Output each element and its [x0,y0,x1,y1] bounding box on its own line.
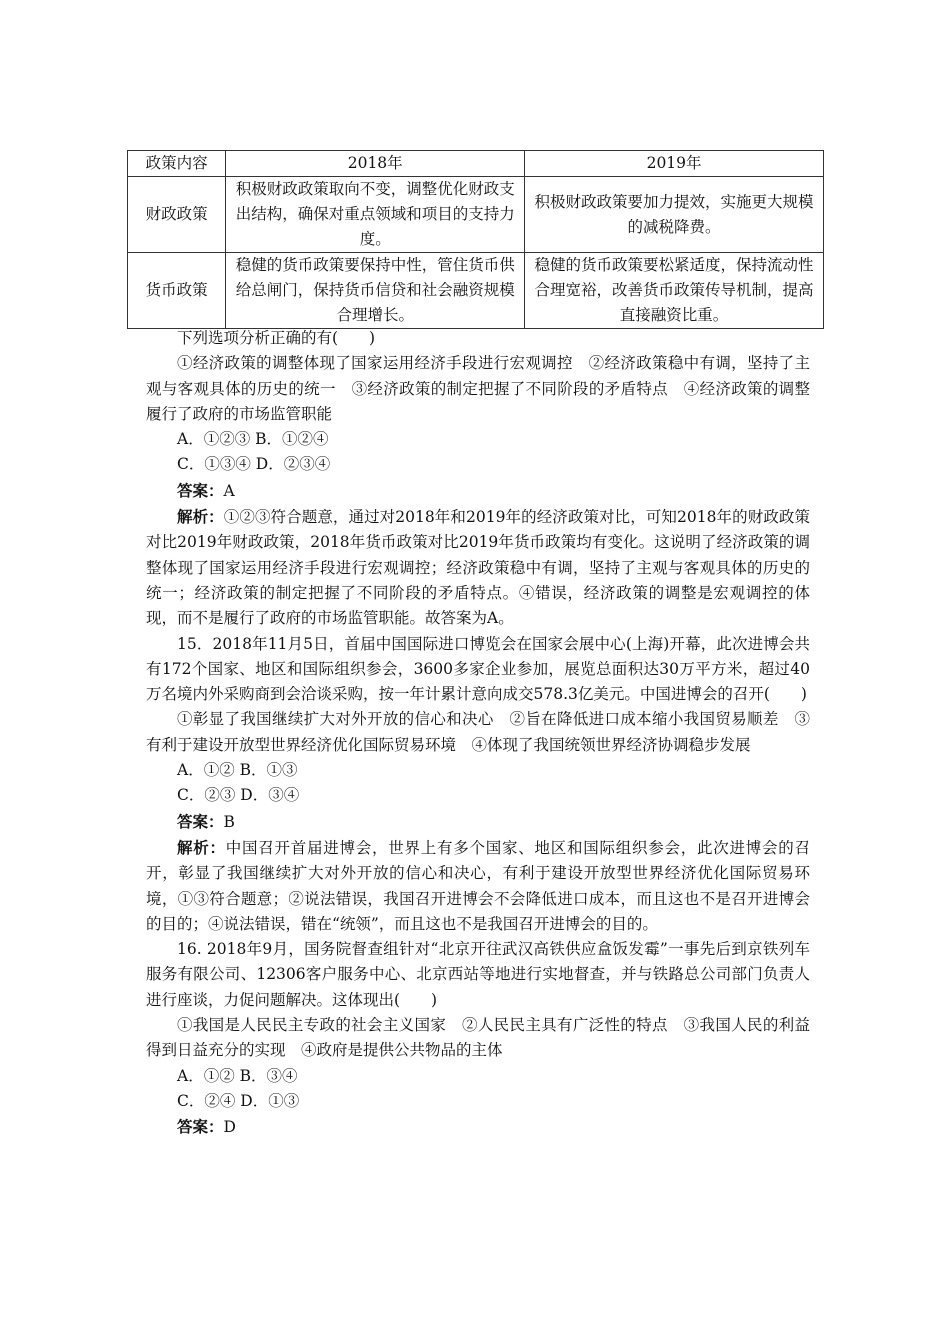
question-options: A．①② B．③④ [177,1066,298,1085]
question-statements: ①我国是人民民主专政的社会主义国家 ②人民民主具有广泛性的特点 ③我国人民的利益得到日益充分的实现 ④政府是提供公共物品的主体 [146,1016,810,1060]
analysis-text: 中国召开首届进博会，世界上有多个国家、地区和国际组织参会，此次进博会的召开，彰显了我国继续扩大对外开放的信心和决心，有利于建设开放型世界经济优化国际贸易环境，①③符合题意；②说法错误，我国召开进博会不会降低进口成本，而且这也不是召开进博会的目的；④说法错误，错在“统领”，而且这也不是我国召开进博会的目的。 [146,838,810,933]
table-cell: 稳健的货币政策要保持中性，管住货币供给总闸门，保持货币信贷和社会融资规模合理增长。 [226,253,525,329]
question-options: C．②③ D．③④ [177,786,300,805]
analysis-text: ①②③符合题意，通过对2018年和2019年的经济政策对比，可知2018年的财政政策对比2019年财政政策，2018年货币政策对比2019年货币政策均有变化。这说明了经济政策的调整体现了国家运用经济手段进行宏观调控；经济政策稳中有调，坚持了主观与客观具体的历史的统一；经济政策的制定把握了不同阶段的矛盾特点。④错误，经济政策的调整是宏观调控的体现，而不是履行了政府的市场监管职能。故答案为A。 [146,508,810,628]
question-stem: 15．2018年11月5日，首届中国国际进口博览会在国家会展中心(上海)开幕，此次进博会共有172个国家、地区和国际组织参会，3600多家企业参加，展览总面积达30万平方米，超过40万名境内外采购商到会洽谈采购，按一年计累计意向成交578.3亿美元。中国进博会的召开( ) [146,634,810,704]
analysis-paragraph [146,504,810,631]
answer-line [146,478,810,504]
table-cell: 稳健的货币政策要松紧适度，保持流动性合理宽裕，改善货币政策传导机制，提高直接融资比重。 [525,253,824,329]
table-cell: 积极财政政策取向不变，调整优化财政支出结构，确保对重点领域和项目的支持力度。 [226,177,525,253]
table-header-row [128,151,824,177]
analysis-paragraph [146,835,810,937]
analysis-label: 解析： [177,507,224,527]
answer-label: 答案： [177,811,224,831]
table-cell: 货币政策 [128,253,226,329]
answer-value: B [223,812,235,831]
table-row [128,253,824,329]
answer-line [146,809,810,835]
answer-line [146,1114,810,1140]
question-body [146,326,810,1141]
answer-label: 答案： [177,480,224,500]
question-options: A．①② B．①③ [177,761,298,780]
table-cell: 积极财政政策要加力提效，实施更大规模的减税降费。 [525,177,824,253]
question-stem: 下列选项分析正确的有( ) [177,329,376,347]
answer-value: D [223,1118,236,1137]
question-statements: ①经济政策的调整体现了国家运用经济手段进行宏观调控 ②经济政策稳中有调，坚持了主观与客观具体的历史的统一 ③经济政策的制定把握了不同阶段的矛盾特点 ④经济政策的调整履行了政府的市场监管职能 [146,354,810,423]
analysis-label: 解析： [177,837,226,857]
question-statements: ①彰显了我国继续扩大对外开放的信心和决心 ②旨在降低进口成本缩小我国贸易顺差 ③有利于建设开放型世界经济优化国际贸易环境 ④体现了我国统领世界经济协调稳步发展 [146,710,810,754]
table-cell: 财政政策 [128,177,226,253]
question-stem: 16. 2018年9月，国务院督查组针对“北京开往武汉高铁供应盒饭发霉”一事先后到京铁列车服务有限公司、12306客户服务中心、北京西站等地进行实地督查，并与铁路总公司部门负责人进行座谈，力促问题解决。这体现出( ) [146,940,810,1009]
table-header-cell: 政策内容 [128,151,226,177]
answer-value: A [223,481,235,500]
question-options: C．①③④ D．②③④ [177,455,331,474]
answer-label: 答案： [177,1117,224,1137]
question-options: A．①②③ B．①②④ [177,430,329,449]
policy-table [127,150,824,329]
table-header-cell: 2019年 [525,151,824,177]
table-header-cell: 2018年 [226,151,525,177]
table-row [128,177,824,253]
question-options: C．②④ D．①③ [177,1091,300,1110]
